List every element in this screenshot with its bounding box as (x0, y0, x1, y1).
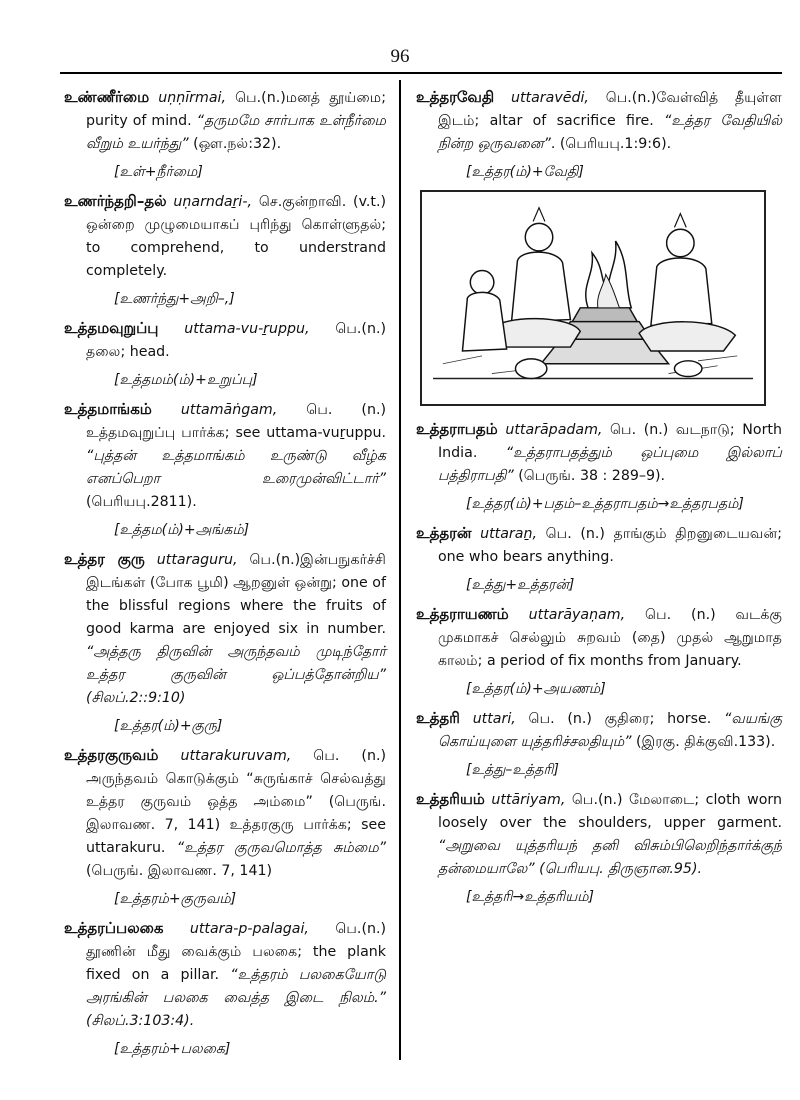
dictionary-entry (64, 548, 386, 710)
quotation: “உத்தர வேதியில் நின்ற ஒருவனை” (438, 113, 782, 152)
etymology: [உத்தர(ம்)+வேதி] (466, 164, 584, 180)
definition: பெ.(n.)மனத் தூய்மை; purity of mind. (86, 90, 386, 129)
dictionary-entry (416, 603, 782, 673)
column-divider (399, 80, 401, 1060)
dictionary-entry (64, 317, 386, 364)
transliteration: uttarakuruvam, (180, 748, 292, 764)
definition: பெ.(n.) தலை; head. (86, 321, 386, 360)
transliteration: uttaraṉ, (480, 526, 537, 542)
transliteration: uttaraguru, (156, 552, 238, 568)
definition: பெ. (n.) வடநாடு; North India. (438, 422, 782, 461)
etymology: [உத்தரம்+பலகை] (114, 1041, 231, 1057)
headword: உத்தரப்பலகை (64, 919, 164, 937)
fire-altar-icon (422, 192, 764, 404)
etymology: [உத்து–உத்தரி] (466, 762, 559, 778)
dictionary-entry (64, 190, 386, 283)
dictionary-entry (416, 522, 782, 569)
headword: உத்தர குரு (64, 550, 145, 568)
etymology: [உத்தமம்(ம்)+உறுப்பு] (114, 372, 258, 388)
quotation: “தருமமே சார்பாக உள்நீர்மை வீறும் உயர்ந்து” (86, 113, 386, 152)
definition: பெ. (n.) அருந்தவம் கொடுக்கும் “சுருங்காச் செல்வத்து உத்தர குருவம் ஒத்த அம்மை” (பெருங். இலாவண. 7, 141) உத்தரகுரு பார்க்க; see uttarakuru. (86, 748, 386, 856)
left-column (64, 86, 386, 1067)
definition: பெ. (n.) உத்தமவுறுப்பு பார்க்க; see uttama-vuṟuppu. (86, 402, 386, 441)
etymology: [உணர்ந்து+அறி–,] (114, 291, 235, 307)
transliteration: uttarāpadam, (505, 422, 603, 438)
citation: (பெருங். 38 : 289–9). (513, 468, 666, 484)
etymology: [உத்தம(ம்)+அங்கம்] (114, 522, 250, 538)
headword: உத்தரி (416, 709, 460, 727)
definition: பெ.(n.)வேள்வித் தீயுள்ள இடம்; altar of sacrifice fire. (438, 90, 782, 129)
citation: (பெரியபு.2811). (86, 494, 197, 510)
headword: உத்தமவுறுப்பு (64, 319, 159, 337)
citation: (ஔ.நல்:32). (188, 136, 282, 152)
etymology: [உத்தரி→உத்தரியம்] (466, 889, 594, 905)
definition: பெ.(n.)இன்பநுகர்ச்சி இடங்கள் (போக பூமி) ஆறனுள் ஒன்று; one of the blissful regions where the fruits of good karma are enjoyed six in number. (86, 552, 386, 637)
etymology: [உத்து+உத்தரன்] (466, 577, 575, 593)
transliteration: uṇarndaṟi-, (173, 194, 252, 210)
definition: பெ. (n.) தாங்கும் திறனுடையவன்; one who bears anything. (438, 526, 782, 565)
header-rule (60, 72, 782, 74)
quotation: “உத்தராபதத்தும் ஒப்புமை இல்லாப் பத்திராபதி” (438, 445, 782, 484)
dictionary-entry (416, 86, 782, 156)
quotation: “அறுவை யுத்தரியந் தனி விசும்பிலெறிந்தார்க்குந் தன்மையாலே” (பெரியபு. திருஞான.95). (438, 838, 782, 877)
right-column (416, 86, 782, 915)
headword: உண்ணீர்மை (64, 88, 150, 106)
transliteration: uttarāyaṇam, (528, 607, 626, 623)
quotation: “உத்தர குருவமொத்த சும்மை” (176, 840, 386, 856)
transliteration: uṇṇīrmai, (158, 90, 226, 106)
dictionary-entry (416, 707, 782, 754)
transliteration: uttama-vu-ṟuppu, (184, 321, 310, 337)
transliteration: uttāriyam, (491, 792, 566, 808)
transliteration: uttaravēdi, (510, 90, 589, 106)
headword: உத்தராபதம் (416, 420, 498, 438)
dictionary-entry (416, 788, 782, 881)
citation: . (பெரியபு.1:9:6). (550, 136, 672, 152)
etymology: [உள்+நீர்மை] (114, 164, 203, 180)
dictionary-entry (416, 418, 782, 488)
citation: (பெருங். இலாவண. 7, 141) (86, 863, 273, 879)
etymology: [உத்தர(ம்)+குரு] (114, 718, 223, 734)
sacrifice-illustration (420, 190, 766, 406)
headword: உத்தரவேதி (416, 88, 495, 106)
headword: உத்தரன் (416, 524, 472, 542)
headword: உத்தரியம் (416, 790, 485, 808)
dictionary-entry (64, 744, 386, 883)
headword: உத்தரகுருவம் (64, 746, 159, 764)
headword: உத்தமாங்கம் (64, 400, 152, 418)
headword: உணர்ந்தறி–தல் (64, 192, 167, 210)
headword: உத்தராயணம் (416, 605, 509, 623)
definition: பெ.(n.) தூணின் மீது வைக்கும் பலகை; the plank fixed on a pillar. (86, 921, 387, 983)
page-number: 96 (390, 46, 410, 67)
transliteration: uttamāṅgam, (180, 402, 278, 418)
definition: பெ. (n.) வடக்கு முகமாகச் செல்லும் சுறவம் (தை) முதல் ஆறுமாத காலம்; a period of fix months from January. (438, 607, 782, 669)
etymology: [உத்தரம்+குருவம்] (114, 891, 237, 907)
definition: செ.குன்றாவி. (v.t.) ஒன்றை முழுமையாகப் புரிந்து கொள்ளுதல்; to comprehend, to understrand completely. (86, 194, 387, 279)
dictionary-entry (64, 917, 386, 1033)
etymology: [உத்தர(ம்)+அயணம்] (466, 681, 606, 697)
etymology: [உத்தர(ம்)+பதம்–உத்தராபதம்→உத்தரபதம்] (466, 496, 744, 512)
quotation: “வயங்கு கொய்யுளை யுத்தரிச்சலதியும்” (438, 711, 782, 750)
quotation: “அத்தரு திருவின் அருந்தவம் முடிந்தோர் உத்தர குருவின் ஒப்பத்தோன்றிய” (சிலப்.2::9:10) (86, 644, 386, 706)
quotation: “புத்தன் உத்தமாங்கம் உருண்டு வீழ்க எனப்பெறா உரைமுன்விட்டார்” (86, 448, 386, 487)
definition: பெ. (n.) குதிரை; horse. (528, 711, 724, 727)
dictionary-entry (64, 86, 386, 156)
transliteration: uttari, (472, 711, 516, 727)
quotation: “உத்தரம் பலகையோடு அரங்கின் பலகை வைத்த இடை நிலம்.” (சிலப்.3:103:4). (86, 967, 386, 1029)
dictionary-entry (64, 398, 386, 514)
citation: (இரகு. திக்குவி.133). (631, 734, 776, 750)
transliteration: uttara-p-palagai, (189, 921, 309, 937)
definition: பெ.(n.) மேலாடை; cloth worn loosely over the shoulders, upper garment. (438, 792, 782, 831)
